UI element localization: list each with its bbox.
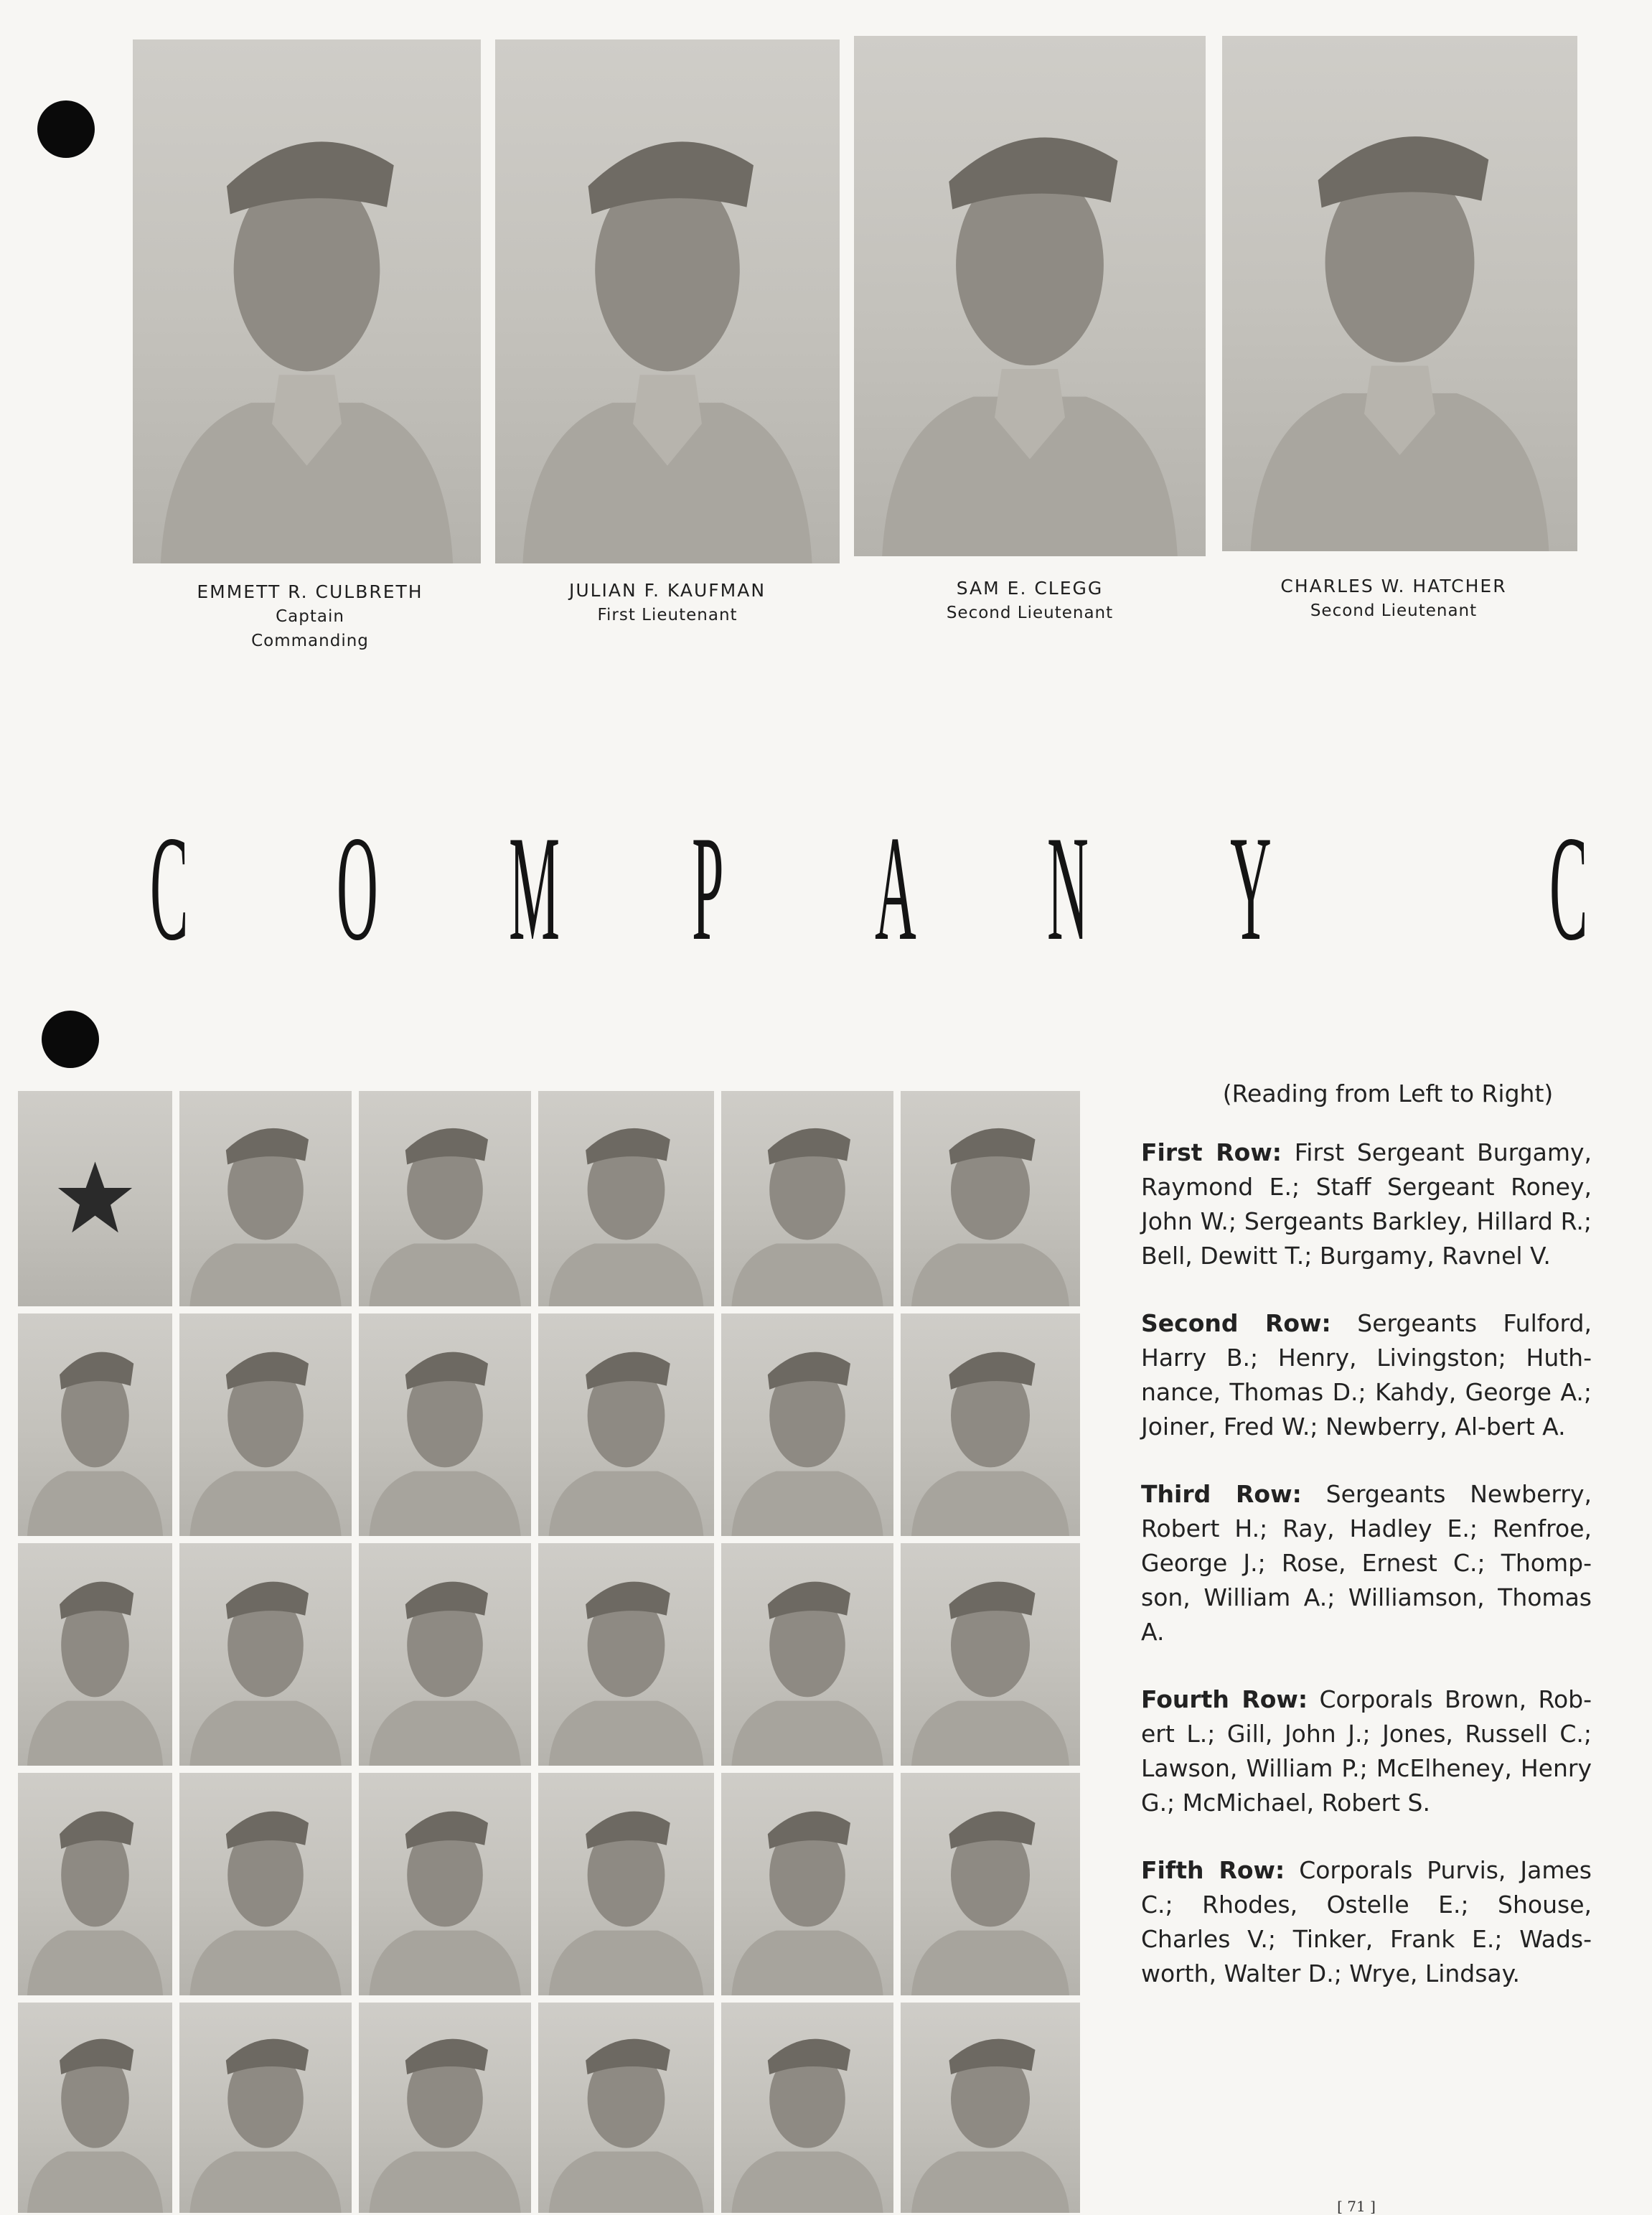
enlisted-portrait: [721, 1091, 893, 1306]
roster-intro: (Reading from Left to Right): [1222, 1080, 1554, 1108]
heading-letter: C: [1549, 805, 1588, 972]
officer-caption: [481, 579, 854, 627]
row-names: First Sergeant Burgamy, Raymond E.; Staff Sergeant Roney, John W.; Sergeants Barkley, Hillard R.; Bell, Dewitt T.; Burgamy, Ravnel V.: [1141, 1138, 1592, 1270]
officer-portrait: [133, 39, 481, 563]
enlisted-portrait: [901, 2003, 1080, 2213]
heading-letter: Y: [1230, 805, 1272, 972]
row-label: Fifth Row:: [1141, 1856, 1285, 1884]
enlisted-portrait: [359, 1313, 531, 1536]
punch-hole-middle: [42, 1011, 99, 1068]
portrait-grid: [18, 1091, 1087, 2213]
enlisted-portrait: [538, 1543, 714, 1766]
officer-caption: [843, 576, 1216, 625]
row-label: Third Row:: [1141, 1480, 1302, 1508]
heading-letter: A: [875, 805, 916, 972]
row-names: Sergeants Fulford, Harry B.; Henry, Livingston; Huth-nance, Thomas D.; Kahdy, George A.; Joiner, Fred W.; Newberry, Al-bert A.: [1141, 1309, 1592, 1441]
officer-portrait: [1222, 36, 1577, 551]
roster-paragraph: [1141, 1682, 1592, 1820]
enlisted-portrait: [721, 1773, 893, 1995]
row-label: Second Row:: [1141, 1309, 1331, 1337]
heading-letter: C: [150, 805, 189, 972]
officer-portrait: [854, 36, 1206, 556]
officer-rank: Second Lieutenant: [946, 604, 1114, 622]
officer-caption: [1207, 574, 1580, 623]
roster-paragraph: [1141, 1477, 1592, 1649]
row-names: Corporals Brown, Rob-ert L.; Gill, John J.; Jones, Russell C.; Lawson, William P.; McElheney, Henry G.; McMichael, Robert S.: [1141, 1685, 1592, 1817]
officer-rank: First Lieutenant: [597, 606, 738, 624]
enlisted-portrait: [179, 1313, 352, 1536]
star-icon: [18, 1091, 172, 1306]
enlisted-portrait: [721, 1313, 893, 1536]
enlisted-portrait: [901, 1543, 1080, 1766]
enlisted-portrait: [538, 1313, 714, 1536]
enlisted-portrait: [721, 1543, 893, 1766]
enlisted-portrait: [901, 1091, 1080, 1306]
officer-name: JULIAN F. KAUFMAN: [568, 580, 766, 601]
row-label: First Row:: [1141, 1138, 1282, 1166]
enlisted-portrait: [901, 1773, 1080, 1995]
roster-paragraph: [1141, 1135, 1592, 1273]
enlisted-portrait: [179, 1091, 352, 1306]
page-number: [ 71 ]: [1337, 2198, 1376, 2215]
heading-letter: P: [692, 805, 724, 972]
officer-name: EMMETT R. CULBRETH: [197, 581, 423, 602]
enlisted-portrait: [721, 2003, 893, 2213]
officer-name: SAM E. CLEGG: [956, 578, 1104, 599]
enlisted-portrait: [179, 2003, 352, 2213]
enlisted-portrait: [538, 1773, 714, 1995]
row-names: Corporals Purvis, James C.; Rhodes, Ostelle E.; Shouse, Charles V.; Tinker, Frank E.; Wads-worth, Walter D.; Wrye, Lindsay.: [1141, 1856, 1592, 1987]
officer-rank: Captain: [276, 607, 344, 626]
officer-name: CHARLES W. HATCHER: [1280, 576, 1507, 596]
enlisted-portrait: [901, 1313, 1080, 1536]
row-names: Sergeants Newberry, Robert H.; Ray, Hadley E.; Renfroe, George J.; Rose, Ernest C.; Thomp-son, William A.; Williamson, Thomas A.: [1141, 1480, 1592, 1646]
enlisted-portrait: [359, 2003, 531, 2213]
officer-role: Commanding: [251, 632, 369, 650]
roster-paragraph: [1141, 1853, 1592, 1991]
enlisted-portrait: [18, 1543, 172, 1766]
row-label: Fourth Row:: [1141, 1685, 1308, 1713]
heading-letter: M: [509, 805, 560, 972]
enlisted-portrait: [18, 1773, 172, 1995]
roster-paragraph: [1141, 1306, 1592, 1444]
enlisted-portrait: [179, 1773, 352, 1995]
enlisted-portrait: [359, 1773, 531, 1995]
enlisted-portrait: [359, 1543, 531, 1766]
enlisted-portrait: [538, 1091, 714, 1306]
star-placeholder-tile: [18, 1091, 172, 1306]
punch-hole-top: [37, 100, 95, 158]
enlisted-portrait: [179, 1543, 352, 1766]
heading-letter: O: [337, 805, 378, 972]
heading-letter: N: [1047, 805, 1089, 972]
enlisted-portrait: [538, 2003, 714, 2213]
enlisted-portrait: [18, 1313, 172, 1536]
officer-portrait: [495, 39, 840, 563]
enlisted-portrait: [359, 1091, 531, 1306]
roster-text: [1141, 1077, 1592, 2024]
officer-caption: [123, 580, 497, 653]
enlisted-portrait: [18, 2003, 172, 2213]
officer-rank: Second Lieutenant: [1310, 601, 1478, 620]
